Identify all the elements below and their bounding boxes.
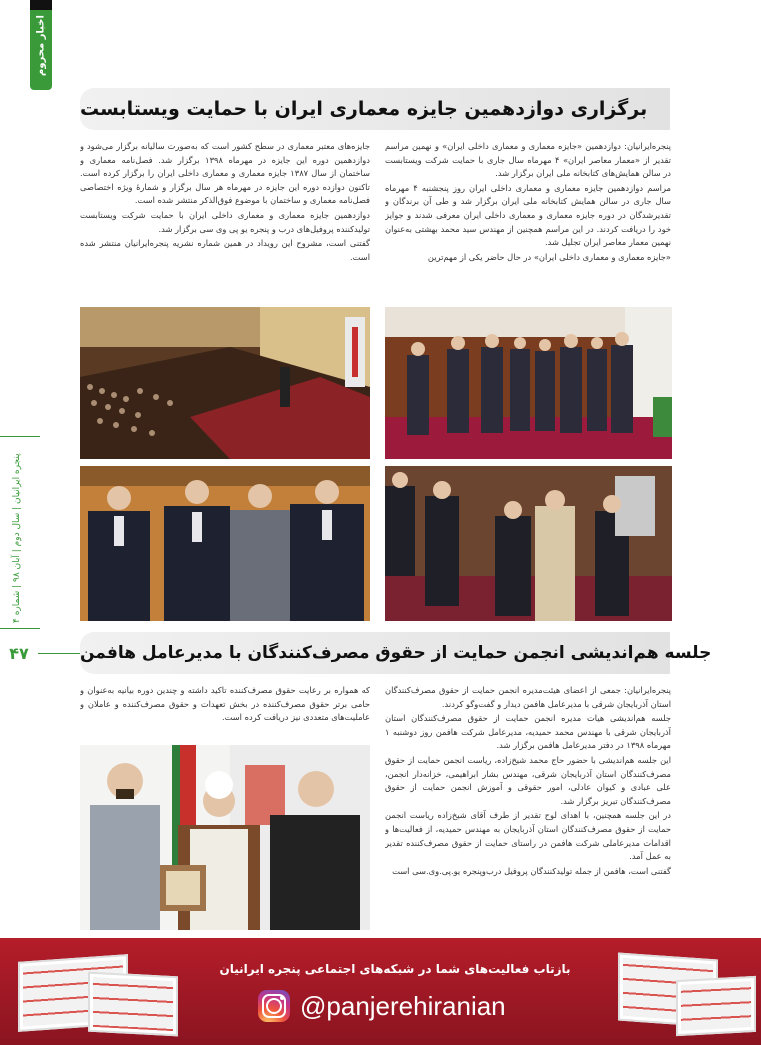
instagram-icon[interactable] — [258, 990, 290, 1022]
article1-paragraph: گفتنی است، مشروح این رویداد در همین شماره نشریه پنجره‌ایرانیان منتشر شده است. — [80, 238, 370, 262]
social-media-banner — [0, 938, 761, 1045]
article1-column-right — [385, 140, 671, 308]
article2-paragraph: جلسه هم‌اندیشی هیات مدیره انجمن حمایت از حقوق مصرف‌کنندگان استان آذربایجان شرقی با مهندس محمد حمیدیه، مدیرعامل شرکت هافمن روز دوشنبه ۱ مهرماه ۱۳۹۸ در دفتر مدیرعامل هافمن برگزار شد. — [385, 713, 671, 751]
page-number: ۴۷ — [9, 643, 29, 663]
instagram-handle-link[interactable]: @panjerehiranian — [300, 990, 506, 1021]
monitor-illustration — [676, 976, 756, 1036]
article2-column-left — [80, 684, 370, 744]
article1-paragraph: مراسم دوازدهمین جایزه معماری و معماری داخلی ایران روز پنجشنبه ۴ مهرماه سال جاری در سالن همایش کتابخانه ملی ایران برگزار شد و طی آن برندگان و تقدیرشدگان در دوره جایزه معماری و معماری داخلی ایران معرفی شدند و جوایز خود را دریافت کردند. در این مراسم همچنین از مهندس سید محمد بهشتی به‌عنوان نهمین معمار معاصر ایران تجلیل شد. — [385, 182, 671, 248]
article1-column-left — [80, 140, 370, 308]
article2-paragraph: که همواره بر رعایت حقوق مصرف‌کننده تاکید داشته و چندین دوره بیانیه به‌عنوان و حامی برتر حقوق مصرف‌کننده در بخش تعهدات و حقوق مصرف‌کننده و عاملان و عاملیت‌های متعددی نیز دریافت کرده است. — [80, 685, 370, 723]
award-group-photo — [385, 307, 672, 459]
section-tab — [30, 0, 52, 90]
article1-title: برگزاری دوازدهمین جایزه معماری ایران با حمایت ویستابست — [80, 98, 648, 120]
auditorium-photo — [80, 307, 370, 459]
article1-paragraph: پنجره‌ایرانیان: دوازدهمین «جایزه معماری و معماری داخلی ایران» و نهمین مراسم تقدیر از «معمار معاصر ایران» ۴ مهرماه سال جاری با حمایت شرکت ویستابست در سالن همایش‌های کتابخانه ملی ایران برگزار شد. — [385, 141, 671, 179]
article2-paragraph: در این جلسه همچنین، با اهدای لوح تقدیر از طرف آقای شیخ‌زاده ریاست انجمن حمایت از حقوق مصرف‌کنندگان استان آذربایجان به مهندس حمیدیه، از فعالیت‌ها و اقدامات مدیرعاملی شرکت هافمن در راستای حمایت از حقوق مصرف‌کننده تقدیر به عمل آمد. — [385, 810, 671, 862]
article2-title: جلسه هم‌اندیشی انجمن حمایت از حقوق مصرف‌کنندگان با مدیرعامل هافمن — [80, 643, 712, 663]
banner-tagline: بازتاب فعالیت‌های شما در شبکه‌های اجتماعی پنجره ایرانیان — [219, 962, 571, 976]
magazine-issue-info: پنجره ایرانیان | سال دوم | آبان ۹۸ | شماره ۴ — [12, 453, 22, 623]
section-tab-cap — [30, 0, 52, 10]
article2-paragraph: این جلسه هم‌اندیشی با حضور حاج محمد شیخ‌زاده، ریاست انجمن حمایت از حقوق مصرف‌کنندگان استان آذربایجان شرقی، مهندس بشار ابراهیمی، خزانه‌دار انجمن، علی عبادی و کیوان عادلی، امور حقوقی و آموزش انجمن حمایت از حقوق مصرف‌کنندگان تبریز برگزار شد. — [385, 754, 671, 806]
page-number-rule — [38, 653, 82, 654]
article2-paragraph: پنجره‌ایرانیان: جمعی از اعضای هیئت‌مدیره انجمن حمایت از حقوق مصرف‌کنندگان استان آذربایجان شرقی با مدیرعامل هافمن دیدار و گفت‌وگو کردند. — [385, 685, 671, 709]
audience-photo — [385, 466, 672, 621]
article1-paragraph: جایزه‌های معتبر معماری در سطح کشور است که به‌صورت سالیانه برگزار می‌شود و دوازدهمین دوره این جایزه در مهرماه ۱۳۹۸ برگزار شد. فصل‌نامه معماری و ساختمان از سال ۱۳۸۷ جایزه معماری و معماری داخلی ایران را برگزار کرده است. تاکنون دوازده دوره این جایزه در مهرماه هر سال برگزار و شمارهٔ ویژه اختصاصی فصل‌نامه معماری و ساختمان با موضوع فوق‌الذکر منتشر شده است. — [80, 141, 370, 206]
margin-divider — [0, 628, 40, 629]
margin-divider — [0, 436, 40, 437]
monitor-illustration — [88, 972, 178, 1037]
section-tab-label: اخبار محروم — [35, 15, 47, 77]
article2-paragraph: گفتنی است، هافمن از جمله تولیدکنندگان پروفیل درب‌وپنجره یو.پی.وی.سی است — [392, 865, 671, 876]
article1-paragraph: «جایزه معماری و معماری داخلی ایران» در حال حاضر یکی از مهم‌ترین — [427, 251, 671, 262]
article1-heading — [80, 88, 670, 130]
four-architects-photo — [80, 466, 370, 621]
article2-column-right — [385, 684, 671, 924]
article1-paragraph: دوازدهمین جایزه معماری و معماری داخلی ایران با حمایت شرکت ویستابست تولیدکننده پروفیل‌های درب و پنجره یو پی وی سی برگزار شد. — [80, 209, 370, 234]
plaque-presentation-photo — [80, 745, 370, 930]
article2-heading — [80, 632, 712, 674]
